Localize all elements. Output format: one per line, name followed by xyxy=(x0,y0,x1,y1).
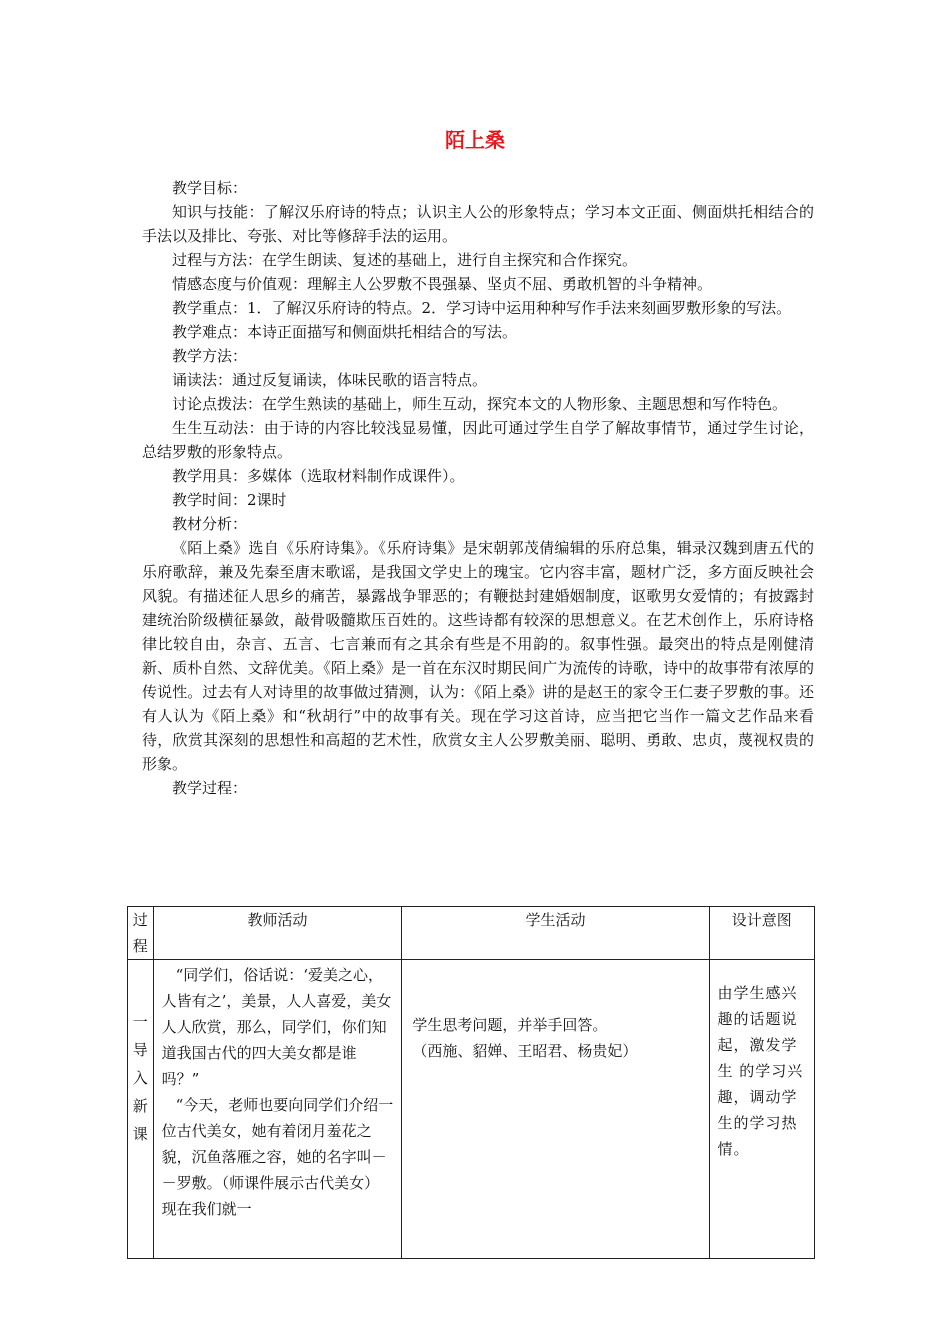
header-teacher: 教师活动 xyxy=(153,907,402,960)
document-title: 陌上桑 xyxy=(445,128,505,152)
paragraph: 情感态度与价值观：理解主人公罗敷不畏强暴、坚贞不屈、勇敢机智的斗争精神。 xyxy=(172,275,713,293)
table-row xyxy=(128,960,815,1259)
paragraph: 讨论点拨法：在学生熟读的基础上，师生互动，探究本文的人物形象、主题思想和写作特色。 xyxy=(172,395,788,413)
paragraph: 教学用具：多媒体（选取材料制作成课件）。 xyxy=(172,467,465,485)
student-activity-text: 学生思考问题，并举手回答。 xyxy=(412,1016,608,1034)
paragraph: 教学重点：1．了解汉乐府诗的特点。2．学习诗中运用种种写作手法来刻画罗敷形象的写法。 xyxy=(172,299,792,317)
teacher-activity-cell xyxy=(153,960,402,1259)
paragraph: 生生互动法：由于诗的内容比较浅显易懂，因此可通过学生自学了解故事情节，通过学生讨论，总结罗敷的形象特点。 xyxy=(142,419,814,461)
process-char: 一 xyxy=(132,1013,148,1031)
document-body xyxy=(142,176,814,800)
process-cell xyxy=(128,960,154,1259)
paragraph: 教学时间：2课时 xyxy=(172,491,287,509)
paragraph: 诵读法：通过反复诵读，体味民歌的语言特点。 xyxy=(172,371,488,389)
process-char: 课 xyxy=(132,1125,148,1143)
process-char: 入 xyxy=(132,1069,148,1087)
paragraph: 教学过程： xyxy=(172,779,248,797)
paragraph: 教学目标： xyxy=(172,179,248,197)
paragraph: 教学方法： xyxy=(172,347,248,365)
header-intent: 设计意图 xyxy=(709,907,814,960)
student-activity-text: （西施、貂婵、王昭君、杨贵妃） xyxy=(412,1042,638,1060)
table-header-row xyxy=(128,907,815,960)
lesson-table xyxy=(127,906,815,1259)
paragraph: 《陌上桑》选自《乐府诗集》。《乐府诗集》是宋朝郭茂倩编辑的乐府总集，辑录汉魏到唐五代的乐府歌辞，兼及先秦至唐末歌谣，是我国文学史上的瑰宝。它内容丰富，题材广泛，多方面反映社会风貌。有描述征人思乡的痛苦，暴露战争罪恶的；有鞭挞封建婚姻制度，讴歌男女爱情的；有披露封建统治阶级横征暴敛，敲骨吸髓欺压百姓的。这些诗都有较深的思想意义。在艺术创作上，乐府诗格律比较自由，杂言、五言、七言兼而有之其余有些是不用韵的。叙事性强。最突出的特点是刚健清新、质朴自然、文辞优美。《陌上桑》是一首在东汉时期民间广为流传的诗歌，诗中的故事带有浓厚的传说性。过去有人对诗里的故事做过猜测，认为：《陌上桑》讲的是赵王的家令王仁妻子罗敷的事。还有人认为《陌上桑》和“秋胡行”中的故事有关。现在学习这首诗，应当把它当作一篇文艺作品来看待，欣赏其深刻的思想性和高超的艺术性，欣赏女主人公罗敷美丽、聪明、勇敢、忠贞，蔑视权贵的形象。 xyxy=(142,539,814,773)
teacher-activity-text: “同学们，俗话说：‘爱美之心，人皆有之’，美景，人人喜爱，美女人人欣赏，那么，同学们，你们知道我国古代的四大美女都是谁吗？” xyxy=(161,966,392,1088)
paragraph: 过程与方法：在学生朗读、复述的基础上，进行自主探究和合作探究。 xyxy=(172,251,638,269)
paragraph: 教学难点：本诗正面描写和侧面烘托相结合的写法。 xyxy=(172,323,518,341)
header-student: 学生活动 xyxy=(402,907,709,960)
student-activity-cell xyxy=(402,960,709,1259)
teacher-activity-text: “今天，老师也要向同学们介绍一位古代美女，她有着闭月羞花之貌，沉鱼落雁之容，她的名字叫－－罗敷。（师课件展示古代美女）现在我们就一 xyxy=(161,1096,394,1218)
process-char: 导 xyxy=(132,1041,148,1059)
design-intent-cell: 由学生感兴趣的话题说起，激发学生 的学习兴趣，调动学生的学习热情。 xyxy=(709,960,814,1259)
paragraph: 教材分析： xyxy=(172,515,248,533)
paragraph: 知识与技能：了解汉乐府诗的特点；认识主人公的形象特点；学习本文正面、侧面烘托相结合的手法以及排比、夸张、对比等修辞手法的运用。 xyxy=(142,203,814,245)
process-char: 新 xyxy=(132,1097,148,1115)
header-process: 过程 xyxy=(128,907,154,960)
